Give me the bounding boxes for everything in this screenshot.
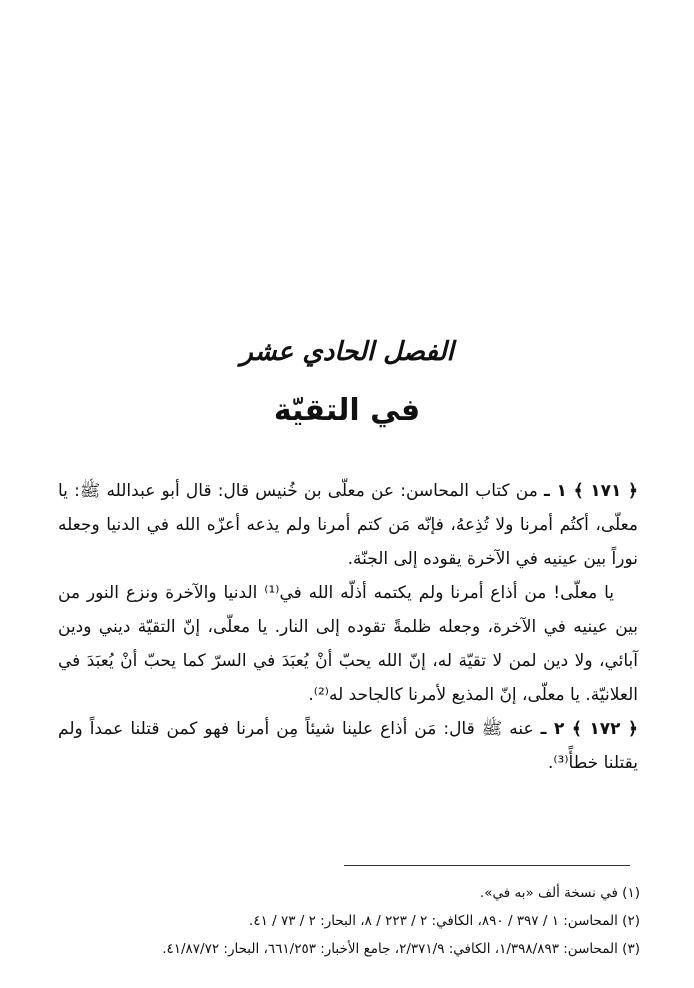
- footnote-divider: [344, 865, 630, 866]
- chapter-subtitle: في التقيّة: [273, 393, 421, 428]
- hadith-text: من كتاب المحاسن: عن معلّى بن خُنيس قال: قال أبو عبدالله ﷺ: يا معلّى، أكتُم أمرنا ولا تُذِعهُ، فإنّه مَن كتم أمرنا ولم يذعه أعزّه الله في الدنيا وجعله نوراً بين عينيه في الآخرة يقوده إلى الجنّة.: [58, 481, 638, 569]
- hadith-number: ﴿ ١٧٢ ﴾ ٢ ـ: [540, 719, 638, 739]
- footnote-2: (٢) المحاسن: ١ / ٣٩٧ / ٨٩٠، الكافي: ٢ / ٢٢٣ / ٨، البحار: ٢ / ٧٣ / ٤١.: [249, 913, 640, 929]
- hadith-text: عنه ﷺ قال: مَن أذاع علينا شيئاً مِن أمرنا فهو كمن قتلنا عمداً ولم يقتلنا خطأً⁽³⁾.: [58, 719, 638, 773]
- footnote-1: (١) في نسخة ألف «به في».: [479, 885, 640, 901]
- footnote-3: (٣) المحاسن: ١/٣٩٨/٨٩٣، الكافي: ٢/٣٧١/٩، جامع الأخبار: ٦٦١/٢٥٣، البحار: ٤١/٨٧/٧٢.: [162, 941, 640, 957]
- hadith-171: [58, 474, 638, 576]
- hadith-number: ﴿ ١٧١ ﴾ ١ ـ: [544, 481, 638, 501]
- hadith-171-continuation: يا معلّى! من أذاع أمرنا ولم يكتمه أذلّه الله في⁽¹⁾ الدنيا والآخرة ونزع النور من بين عينيه في الآخرة، وجعله ظلمةً تقوده إلى النار. يا معلّى، إنّ التقيّة ديني ودين آبائي، ولا دين لمن لا تقيّة له، إنّ الله يحبّ أنْ يُعبَدَ في السرّ كما يحبّ أنْ يُعبَدَ في العلانيّة. يا معلّى، إنّ المذيع لأمرنا كالجاحد له⁽²⁾.: [58, 583, 638, 705]
- footnotes: [40, 879, 640, 963]
- hadith-body: [58, 474, 638, 780]
- hadith-172: [58, 712, 638, 780]
- chapter-title: الفصل الحادي عشر: [240, 337, 454, 367]
